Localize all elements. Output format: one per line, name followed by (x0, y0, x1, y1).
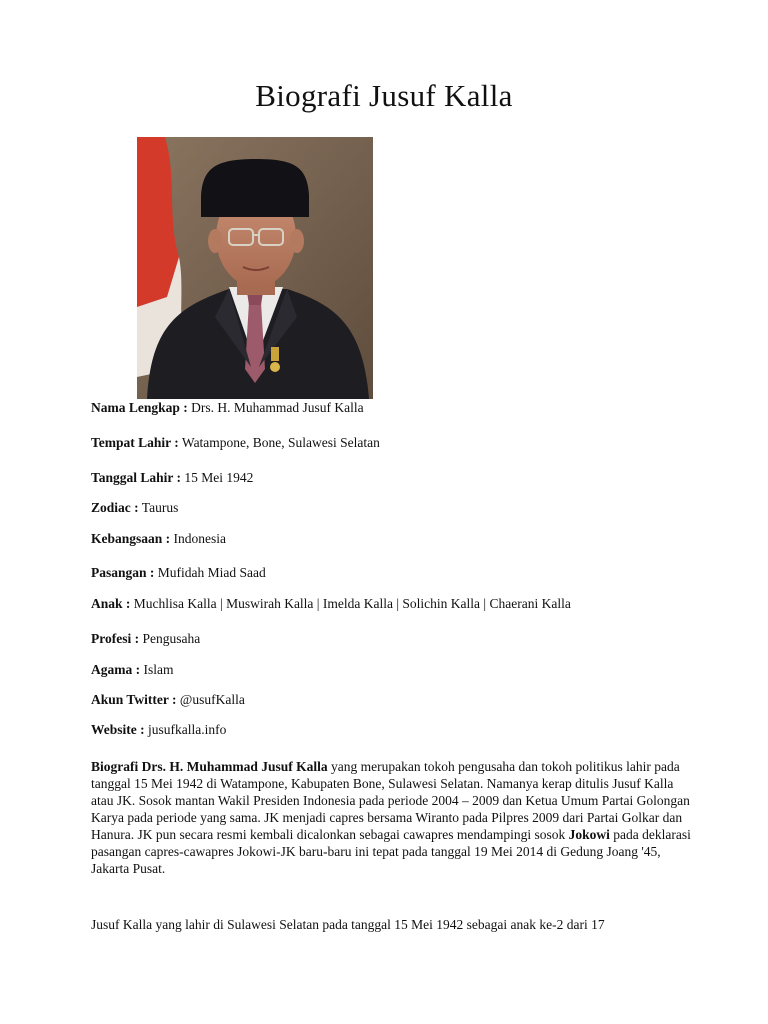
field-zodiac (91, 500, 178, 516)
field-label: Akun Twitter : (91, 692, 177, 707)
bold-jokowi: Jokowi (568, 827, 610, 842)
field-label: Pasangan : (91, 565, 155, 580)
field-value: Taurus (141, 500, 179, 515)
field-tempat-lahir (91, 435, 380, 451)
portrait-photo (137, 137, 373, 399)
field-label: Tempat Lahir : (91, 435, 179, 450)
field-label: Tanggal Lahir : (91, 470, 182, 485)
field-label: Website : (91, 722, 145, 737)
field-label: Agama : (91, 662, 141, 677)
field-tanggal-lahir (91, 470, 253, 486)
field-kebangsaan (91, 531, 226, 547)
bold-name: Biografi Drs. H. Muhammad Jusuf Kalla (91, 759, 328, 774)
field-value: jusufkalla.info (148, 722, 227, 737)
biography-paragraph (91, 758, 691, 877)
field-nama-lengkap (91, 400, 364, 416)
field-value: Watampone, Bone, Sulawesi Selatan (181, 435, 380, 450)
field-label: Kebangsaan : (91, 531, 171, 546)
paragraph-text: yang merupakan tokoh pengusaha dan tokoh politikus lahir pada tanggal 15 Mei 1942 di Watampone, Kabupaten Bone, Sulawesi Selatan. Namanya kerap ditulis Jusuf Kalla atau JK. Sosok mantan Wakil Presiden Indonesia pada periode 2004 – 2009 dan Ketua Umum Partai Golongan Karya pada periode yang sama. JK menjadi capres bersama Wiranto pada Pilpres 2009 dari Partai Golkar dan Hanura. JK pun secara resmi kembali dicalonkan sebagai cawapres mendampingi sosok (91, 759, 690, 842)
field-value: Indonesia (173, 531, 227, 546)
field-label: Zodiac : (91, 500, 139, 515)
field-value: Drs. H. Muhammad Jusuf Kalla (191, 400, 364, 415)
field-label: Nama Lengkap : (91, 400, 188, 415)
field-agama (91, 662, 174, 678)
field-anak (91, 596, 571, 612)
page-title: Biografi Jusuf Kalla (255, 78, 513, 113)
field-value: Islam (143, 662, 174, 677)
field-value: Muchlisa Kalla | Muswirah Kalla | Imelda Kalla | Solichin Kalla | Chaerani Kalla (133, 596, 571, 611)
field-website (91, 722, 226, 738)
field-label: Profesi : (91, 631, 140, 646)
field-pasangan (91, 565, 266, 581)
field-value: Mufidah Miad Saad (157, 565, 266, 580)
field-value: 15 Mei 1942 (184, 470, 254, 485)
field-value: @usufKalla (179, 692, 245, 707)
paragraph-text: pada deklarasi pasangan capres-cawapres Jokowi-JK baru-baru ini tepat pada tanggal 19 Mei 2014 di Gedung Joang '45, Jakarta Pusat. (91, 827, 691, 876)
biography-paragraph-2: Jusuf Kalla yang lahir di Sulawesi Selatan pada tanggal 15 Mei 1942 sebagai anak ke-2 dari 17 (91, 917, 605, 932)
field-akun-twitter (91, 692, 245, 708)
field-profesi (91, 631, 200, 647)
field-label: Anak : (91, 596, 131, 611)
field-value: Pengusaha (142, 631, 201, 646)
